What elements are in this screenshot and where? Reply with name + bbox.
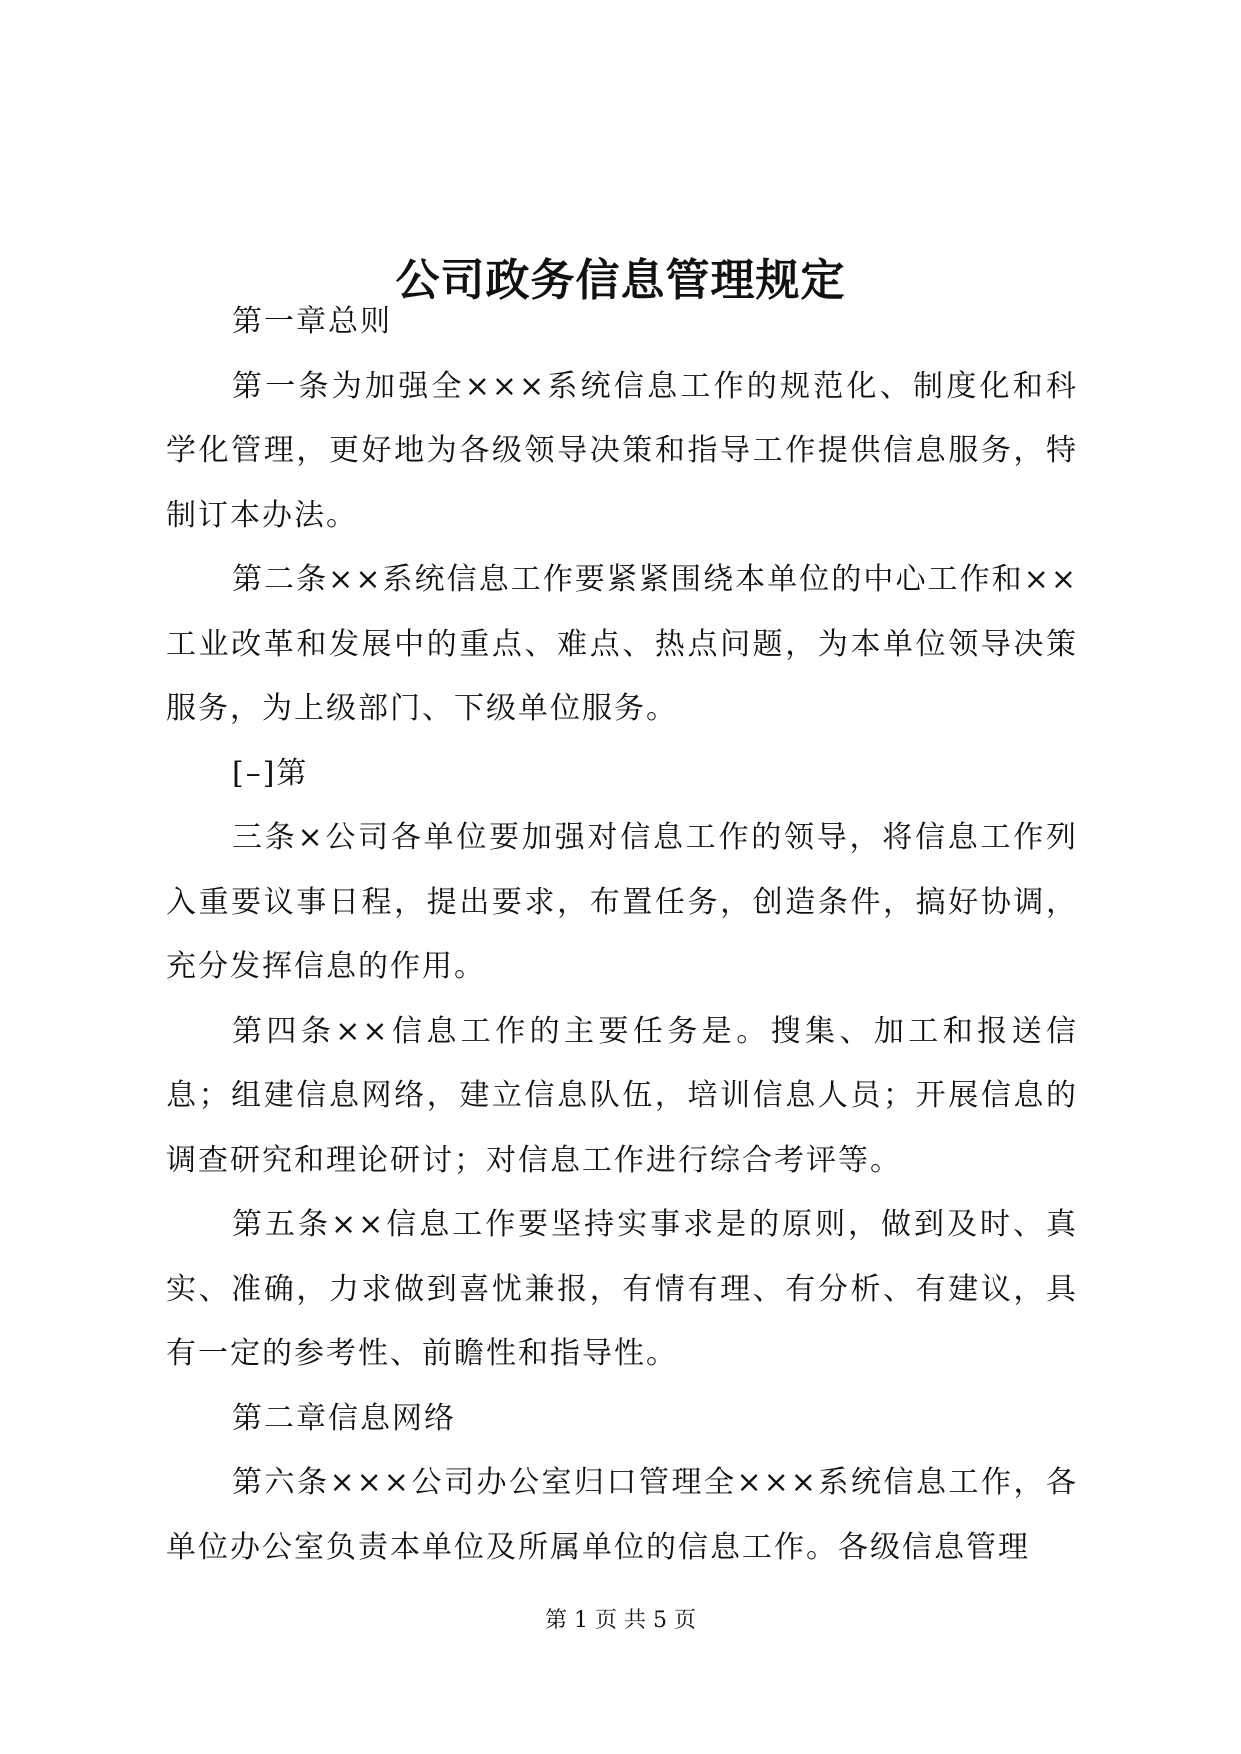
document-body bbox=[166, 290, 1078, 1580]
page-number-footer: 第 1 页 共 5 页 bbox=[545, 1608, 696, 1633]
article-paragraph: 第四条××信息工作的主要任务是。搜集、加工和报送信息；组建信息网络，建立信息队伍，培训信息人员；开展信息的调查研究和理论研讨；对信息工作进行综合考评等。 bbox=[166, 1013, 1078, 1178]
chapter-heading: 第一章总则 bbox=[232, 304, 392, 339]
article-paragraph: 第一条为加强全×××系统信息工作的规范化、制度化和科学化管理，更好地为各级领导决策和指导工作提供信息服务，特制订本办法。 bbox=[166, 368, 1078, 533]
article-paragraph: 第二条××系统信息工作要紧紧围绕本单位的中心工作和××工业改革和发展中的重点、难点、热点问题，为本单位领导决策服务，为上级部门、下级单位服务。 bbox=[166, 562, 1078, 726]
article-fragment: [–]第 bbox=[232, 755, 309, 791]
article-paragraph: 第五条××信息工作要坚持实事求是的原则，做到及时、真实、准确，力求做到喜忧兼报，有情有理、有分析、有建议，具有一定的参考性、前瞻性和指导性。 bbox=[166, 1207, 1078, 1371]
chapter-heading: 第二章信息网络 bbox=[232, 1400, 456, 1436]
article-paragraph: 三条×公司各单位要加强对信息工作的领导，将信息工作列入重要议事日程，提出要求，布置任务，创造条件，搞好协调，充分发挥信息的作用。 bbox=[166, 820, 1078, 984]
article-paragraph: 第六条×××公司办公室归口管理全×××系统信息工作，各单位办公室负责本单位及所属单位的信息工作。各级信息管理 bbox=[166, 1465, 1078, 1565]
document-title: 公司政务信息管理规定 bbox=[395, 255, 846, 307]
